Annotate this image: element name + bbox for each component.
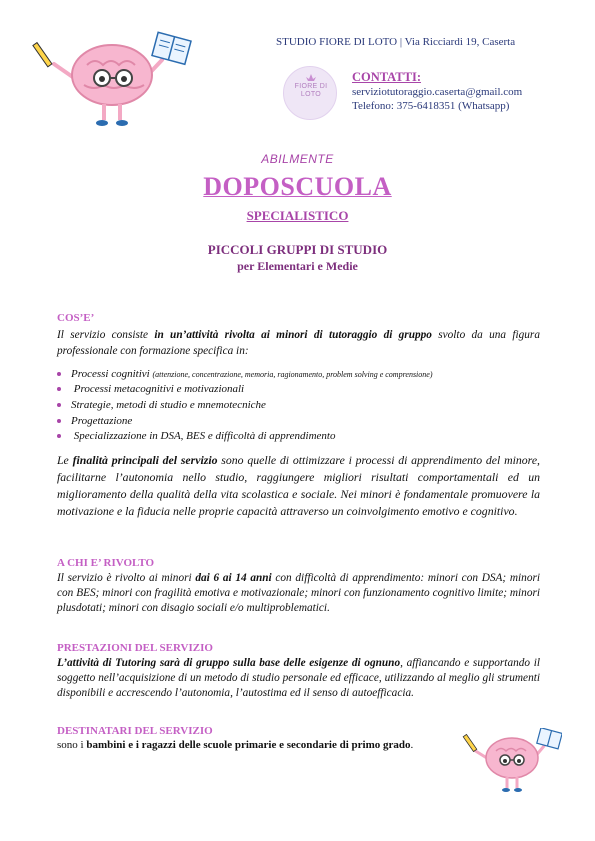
destinatari-text: sono i bbox=[57, 739, 87, 751]
section-heading-destinatari: DESTINATARI DEL SERVIZIO bbox=[57, 725, 213, 737]
bullet-item bbox=[57, 367, 433, 382]
contact-phone: Telefono: 375-6418351 (Whatsapp) bbox=[352, 100, 510, 112]
bullet-icon bbox=[57, 372, 61, 376]
bullet-icon bbox=[57, 434, 61, 438]
section-heading-rivolto: A CHI E’ RIVOLTO bbox=[57, 557, 155, 569]
finalita-emphasis: finalità principali del servizio bbox=[72, 453, 218, 467]
bullet-text: Progettazione bbox=[71, 415, 133, 427]
finalita-paragraph bbox=[57, 452, 540, 520]
prestazioni-paragraph bbox=[57, 656, 540, 701]
cose-intro-text-end: svolto da una figura professionale con formazione specifica in: bbox=[57, 329, 540, 357]
prestazioni-text: , affiancando e supportando il soggetto nell’acquisizione di un metodo di studio personale ed efficace, utilizzando al meglio gli strumenti disponibili e accrescendo l’autonomia, l’autostima ed il senso di autoefficacia. bbox=[57, 657, 540, 699]
section-heading-cose: COS’E’ bbox=[57, 312, 95, 324]
studio-logo bbox=[283, 66, 337, 120]
brain-mascot-illustration bbox=[32, 30, 197, 130]
cose-intro-emphasis: in un’attività rivolta ai minori di tutoraggio di gruppo bbox=[154, 329, 432, 341]
finalita-text: Le bbox=[57, 453, 73, 467]
rivolto-emphasis: dai 6 ai 14 anni bbox=[195, 572, 272, 584]
bullet-icon bbox=[57, 387, 61, 391]
bullet-icon bbox=[57, 403, 61, 407]
section-heading-prestazioni: PRESTAZIONI DEL SERVIZIO bbox=[57, 642, 213, 654]
contacts-heading: CONTATTI: bbox=[352, 70, 421, 84]
bullet-text: Specializzazione in DSA, BES e difficoltà di apprendimento bbox=[71, 430, 336, 442]
studio-address: STUDIO FIORE DI LOTO | Via Ricciardi 19, Caserta bbox=[276, 36, 516, 48]
brand-name: ABILMENTE bbox=[261, 152, 334, 166]
contact-email[interactable]: serviziotutoraggio.caserta@gmail.com bbox=[352, 86, 523, 98]
prestazioni-emphasis: L’attività di Tutoring sarà di gruppo sulla base delle esigenze di ognuno bbox=[57, 657, 401, 669]
tagline-groups: PICCOLI GRUPPI DI STUDIO bbox=[207, 242, 388, 257]
cose-intro bbox=[57, 327, 540, 359]
destinatari-text-end: . bbox=[410, 739, 414, 751]
lotus-icon bbox=[306, 74, 316, 81]
cose-intro-text: Il servizio consiste bbox=[57, 329, 155, 341]
brain-mascot-illustration-bottom bbox=[462, 728, 562, 796]
rivolto-text: Il servizio è rivolto ai minori bbox=[57, 572, 196, 584]
page-subtitle: SPECIALISTICO bbox=[246, 208, 349, 223]
bullet-item bbox=[57, 382, 244, 397]
tagline-levels: per Elementari e Medie bbox=[237, 259, 358, 273]
bullet-text: Processi metacognitivi e motivazionali bbox=[71, 383, 245, 395]
bullet-item bbox=[57, 398, 266, 413]
bullet-item bbox=[57, 414, 132, 429]
bullet-note: (attenzione, concentrazione, memoria, ragionamento, problem solving e comprensione) bbox=[152, 370, 433, 379]
rivolto-text-end: con difficoltà di apprendimento: minori con DSA; minori con BES; minori con fragilità emotiva e motivazionale; minori con funzionamento cognitivo limite; minori plusdotati; minori con disagio sociali e/o multiproblematici. bbox=[57, 572, 540, 614]
destinatari-paragraph bbox=[57, 739, 413, 751]
page-title: DOPOSCUOLA bbox=[203, 172, 392, 201]
rivolto-paragraph bbox=[57, 571, 540, 616]
finalita-text-end: sono quelle di ottimizzare i processi di apprendimento del minore, facilitarne l’autonomia nello studio, raggiungere migliori risultati comportamentali ed un miglioramento della qualità della vita scolastica e sociale. Nei minori è fondamentale promuovere la motivazione e la fiducia nelle proprie capacità attraverso un coinvolgimento emotivo e cognitivo. bbox=[57, 453, 540, 518]
bullet-item bbox=[57, 429, 335, 444]
bullet-text: Strategie, metodi di studio e mnemotecniche bbox=[71, 399, 266, 411]
logo-text: FIORE DI LOTO bbox=[294, 83, 328, 98]
bullet-text: Processi cognitivi bbox=[71, 368, 153, 380]
bullet-icon bbox=[57, 419, 61, 423]
destinatari-emphasis: bambini e i ragazzi delle scuole primarie e secondarie di primo grado bbox=[86, 739, 411, 751]
